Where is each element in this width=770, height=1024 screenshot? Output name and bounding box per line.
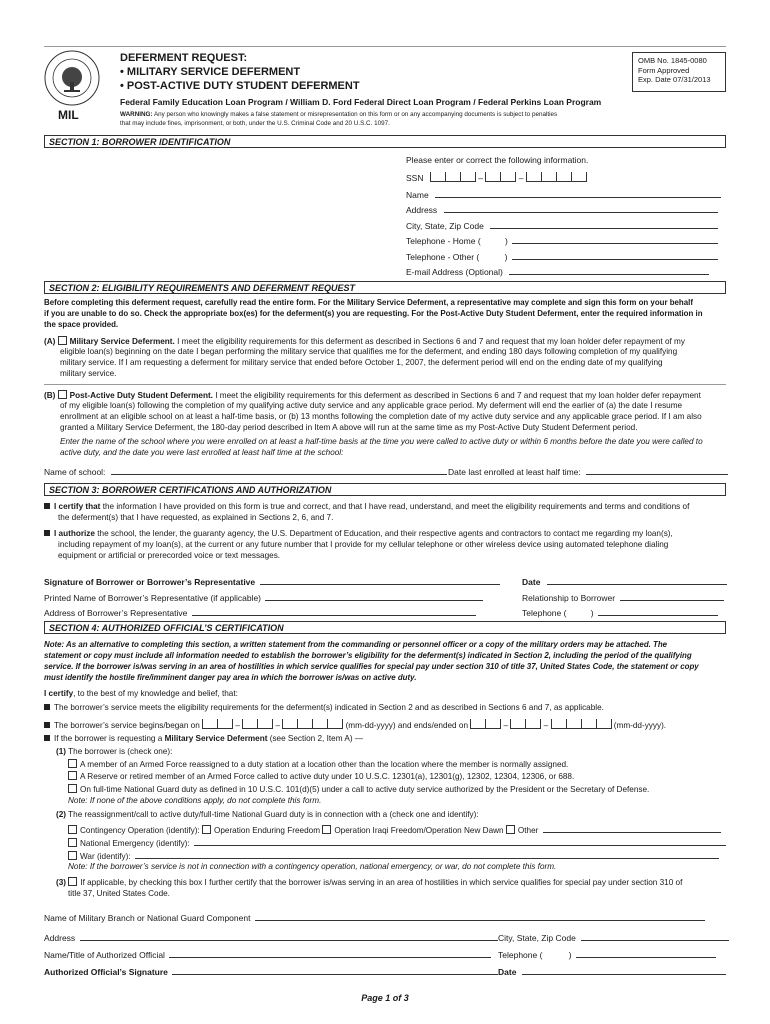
- war-input[interactable]: [135, 849, 719, 859]
- section2-intro3: the space provided.: [44, 320, 119, 329]
- borrower-date-label: Date: [522, 577, 541, 587]
- bullet-1: [44, 703, 604, 714]
- email-label: E-mail Address (Optional): [406, 267, 503, 277]
- rep-telephone-label: Telephone (: [522, 608, 567, 618]
- relationship-input[interactable]: [620, 591, 724, 601]
- authorize-bold: I authorize: [54, 529, 95, 538]
- option-b-title: Post-Active Duty Student Deferment.: [69, 391, 213, 400]
- date-digit[interactable]: [525, 719, 541, 729]
- official-address-input[interactable]: [80, 931, 498, 941]
- ssn-digit[interactable]: [500, 172, 516, 182]
- official-title-label: Name/Title of Authorized Official: [44, 950, 165, 960]
- relationship-field[interactable]: [522, 591, 724, 604]
- form-code: MIL: [58, 108, 79, 122]
- section4-note3: service. If the borrower is/was serving in an area of hostilities in which service qualifies for special pay under section 310 of title 37, United States Code, the statement or copy: [44, 662, 699, 671]
- option-a-text2: eligible loan(s) beginning on the date I began performing the military service that qualifies me for the deferment, and ending 180 days following completion of my qualifying: [60, 347, 678, 356]
- date-digit[interactable]: [217, 719, 233, 729]
- divider: [44, 384, 726, 385]
- option-a-label: (A): [44, 337, 56, 346]
- phone-other-field[interactable]: Telephone - Other ( ): [406, 250, 718, 263]
- official-title-field[interactable]: [44, 948, 491, 961]
- ssn-digit[interactable]: [485, 172, 500, 182]
- phone-home-field[interactable]: Telephone - Home ( ): [406, 234, 718, 247]
- section2-intro1: Before completing this deferment request, carefully read the entire form. For the Military Service Deferment, a representative may complete and sign this form on your behalf: [44, 298, 693, 307]
- date-digit[interactable]: [566, 719, 581, 729]
- borrower-signature-label: Signature of Borrower or Borrower’s Representative: [44, 577, 256, 587]
- enduring-freedom-label: Operation Enduring Freedom: [213, 826, 321, 835]
- borrower-date-input[interactable]: [547, 575, 727, 585]
- q2-num: (2): [56, 810, 67, 819]
- bullet: [44, 722, 50, 728]
- bullet: [44, 735, 50, 741]
- bullet-3-a: If the borrower is requesting a: [54, 734, 163, 743]
- option-a[interactable]: [44, 336, 685, 348]
- i-certify-bold: I certify: [44, 689, 74, 698]
- title-line2: • MILITARY SERVICE DEFERMENT: [120, 66, 301, 78]
- omb-approved: Form Approved: [638, 65, 690, 75]
- date-digit[interactable]: [470, 719, 485, 729]
- date-digit[interactable]: [312, 719, 327, 729]
- branch-label: Name of Military Branch or National Guard Component: [44, 913, 251, 923]
- phone-other-input[interactable]: [512, 250, 718, 260]
- bullet-3: [44, 734, 363, 745]
- bullet-3-bold: Military Service Deferment: [164, 734, 268, 743]
- phone-home-input[interactable]: [512, 234, 718, 244]
- last-enrolled-label: Date last enrolled at least half time:: [448, 467, 581, 477]
- city-input[interactable]: [490, 219, 718, 229]
- authorize-text: [44, 529, 673, 540]
- official-title-input[interactable]: [169, 948, 491, 958]
- option-b-text1: I meet the eligibility requirements for this deferment as described in Sections 6 and 7 and request that my loan holder defer repayment: [215, 391, 701, 400]
- official-city-input[interactable]: [581, 931, 729, 941]
- q2-text: The reassignment/call to active duty/full-time National Guard duty is in connection with a (check one and identify):: [68, 810, 479, 819]
- school-name-input[interactable]: [111, 465, 447, 475]
- title-line3: • POST-ACTIVE DUTY STUDENT DEFERMENT: [120, 80, 360, 92]
- option-a-text3: military service. If I am requesting a deferment for military service that ended before October 1, 2007, the deferment period will end on the ending date of my qualifying: [60, 358, 663, 367]
- date-digit[interactable]: [202, 719, 217, 729]
- post-active-checkbox[interactable]: [58, 390, 67, 399]
- official-date-input[interactable]: [522, 965, 726, 975]
- omb-exp-date: Exp. Date 07/31/2013: [638, 75, 711, 84]
- bullet: [44, 704, 50, 710]
- address-field[interactable]: [406, 203, 718, 216]
- school-name-label: Name of school:: [44, 467, 106, 477]
- option-a-text4: military service.: [60, 369, 117, 378]
- i-certify: [44, 689, 238, 700]
- q2: [56, 810, 479, 821]
- certify-text: [44, 502, 689, 513]
- official-signature-input[interactable]: [172, 965, 498, 975]
- official-telephone-close: ): [568, 950, 572, 960]
- authorize-text2: including repayment of my loan(s), at the current or any future number that I provide for my cellular telephone or other wireless device using automated telephone dialing: [58, 540, 669, 549]
- option-b-text2: of my eligible loan(s) following the completion of my qualifying active duty service and any applicable grace period. My deferment will end the earlier of (a) the date I resume: [60, 401, 683, 410]
- q1-option1[interactable]: [68, 759, 568, 771]
- top-rule: [44, 46, 726, 47]
- iraqi-freedom-label: Operation Iraqi Freedom/Operation New Dawn: [334, 826, 504, 835]
- bullet: [44, 530, 50, 536]
- section4-note1: Note: As an alternative to completing this section, a written statement from the commanding or personnel officer or a copy of the military orders may be attached. The: [44, 640, 668, 649]
- phone-other-label: Telephone - Other (: [406, 252, 480, 262]
- section4-note4: must identify the hostile fire/imminent danger pay area in which the borrower is/was on active duty.: [44, 673, 417, 682]
- military-service-checkbox[interactable]: [58, 336, 67, 345]
- national-emergency-label: National Emergency (identify):: [80, 839, 190, 848]
- option-b-instr1: Enter the name of the school where you were enrolled on at least a half-time basis at the time you were called to active duty or within 6 months before the date you were called to: [60, 437, 703, 446]
- contingency-label: Contingency Operation (identify):: [80, 826, 200, 835]
- q1-num: (1): [56, 747, 67, 756]
- q2-option1[interactable]: [68, 823, 721, 837]
- name-label: Name: [406, 190, 429, 200]
- ssn-digit[interactable]: [430, 172, 445, 182]
- service-begins-label: The borrower’s service begins/began on: [54, 721, 200, 730]
- official-city-field[interactable]: [498, 931, 729, 944]
- other-input[interactable]: [543, 823, 721, 833]
- section3-header: SECTION 3: BORROWER CERTIFICATIONS AND AUTHORIZATION: [44, 483, 726, 496]
- date-digit[interactable]: [596, 719, 612, 729]
- bullet-1-text: The borrower’s service meets the eligibility requirements for the deferment(s) indicated in Section 2 and as described in Sections 6 and 7, as applicable.: [54, 703, 604, 712]
- option-b[interactable]: [44, 390, 701, 402]
- date-digit[interactable]: [485, 719, 501, 729]
- rep-telephone-field[interactable]: [522, 606, 718, 619]
- title-line1: DEFERMENT REQUEST:: [120, 52, 248, 64]
- date-digit[interactable]: [551, 719, 566, 729]
- service-dates[interactable]: The borrower’s service begins/began on – – (mm-dd-yyyy) and ends/ended on – – (mm-dd-yyyy).: [44, 719, 666, 732]
- official-date-field[interactable]: [498, 965, 726, 978]
- option-a-text1: I meet the eligibility requirements for this deferment as described in Sections 6 and 7 and request that my loan holder defer repayment of my: [177, 337, 685, 346]
- certify-text1: the information I have provided on this form is true and correct, and that I have read, understand, and meet the eligibility requirements and terms and conditions of: [102, 502, 690, 511]
- q2-option3[interactable]: [68, 849, 719, 863]
- rep-address-label: Address of Borrower’s Representative: [44, 608, 188, 618]
- page-number: Page 1 of 3: [361, 993, 409, 1003]
- ssn-digit[interactable]: [526, 172, 541, 182]
- omb-number: OMB No. 1845-0080: [638, 56, 707, 65]
- official-signature-field[interactable]: [44, 965, 498, 978]
- section4-note2: statement or copy must include all information needed to establish the borrower’s eligibility for the deferment(s) indicated in Section 2, including the period of the qualifying: [44, 651, 692, 660]
- official-signature-label: Authorized Official’s Signature: [44, 967, 168, 977]
- authorize-text1: the school, the lender, the guaranty agency, the U.S. Department of Education, and their respective agents and contractors to contact me regarding my loan(s),: [97, 529, 673, 538]
- section2-intro2: if you are unable to do so. Check the appropriate box(es) for the deferment(s) you are requesting. For the Post-Active Duty Student Deferment, enter the required information in: [44, 309, 703, 318]
- borrower-signature-field[interactable]: [44, 575, 500, 588]
- school-name-field[interactable]: [44, 465, 447, 478]
- q1-note: Note: If none of the above conditions apply, do not complete this form.: [68, 796, 322, 805]
- rep-address-field[interactable]: [44, 606, 476, 619]
- q1-option3[interactable]: [68, 784, 649, 796]
- warning-text1: Any person who knowingly makes a false statement or misrepresentation on this form or on any accompanying documents is subject to penalties: [153, 111, 558, 118]
- bullet: [44, 503, 50, 509]
- certify-text2: the deferment(s) that I have requested, as explained in Sections 2, 6, and 7.: [58, 513, 334, 522]
- email-input[interactable]: [509, 265, 709, 275]
- date-digit[interactable]: [297, 719, 312, 729]
- other-checkbox[interactable]: [506, 825, 515, 834]
- ssn-digit[interactable]: [571, 172, 587, 182]
- program-line: Federal Family Education Loan Program / William D. Ford Federal Direct Loan Program / Federal Perkins Loan Program: [120, 97, 602, 107]
- omb-box: [632, 52, 726, 92]
- official-address-label: Address: [44, 933, 76, 943]
- official-date-label: Date: [498, 967, 517, 977]
- date-digit[interactable]: [581, 719, 596, 729]
- q1-option2[interactable]: [68, 771, 574, 783]
- phone-home-label: Telephone - Home (: [406, 236, 481, 246]
- i-certify-rest: , to the best of my knowledge and belief, that:: [73, 689, 238, 698]
- name-input[interactable]: [435, 188, 721, 198]
- printed-name-field[interactable]: [44, 591, 483, 604]
- address-input[interactable]: [444, 203, 718, 213]
- branch-input[interactable]: [255, 911, 705, 921]
- rep-telephone-close: ): [590, 608, 594, 618]
- bullet-3-c: (see Section 2, Item A) —: [269, 734, 364, 743]
- rep-address-input[interactable]: [192, 606, 476, 616]
- q3-num: (3): [56, 878, 67, 887]
- option-b-label: (B): [44, 391, 56, 400]
- date-digit[interactable]: [242, 719, 257, 729]
- borrower-signature-input[interactable]: [260, 575, 500, 585]
- q1-option3-checkbox[interactable]: [68, 784, 77, 793]
- warning-text2: that may include fines, imprisonment, or both, under the U.S. Criminal Code and 20 U.S.C. 1097.: [120, 120, 390, 127]
- war-label: War (identify):: [80, 852, 131, 861]
- city-field[interactable]: [406, 219, 718, 232]
- borrower-date-field[interactable]: [522, 575, 727, 588]
- q1-text: The borrower is (check one):: [68, 747, 173, 756]
- national-emergency-input[interactable]: [194, 836, 726, 846]
- printed-name-label: Printed Name of Borrower’s Representative (if applicable): [44, 593, 262, 603]
- official-city-label: City, State, Zip Code: [498, 933, 576, 943]
- section1-intro: Please enter or correct the following information.: [406, 155, 589, 165]
- ssn-field[interactable]: SSN – –: [406, 172, 587, 184]
- option-b-instr2: active duty, and the date you were last enrolled at least half time at the school:: [60, 448, 344, 457]
- official-telephone-input[interactable]: [576, 948, 716, 958]
- service-ends-format: (mm-dd-yyyy).: [613, 721, 667, 730]
- q2-option2[interactable]: [68, 836, 726, 850]
- branch-field[interactable]: [44, 911, 705, 924]
- date-digit[interactable]: [282, 719, 297, 729]
- ssn-label: SSN: [406, 173, 424, 183]
- hostilities-checkbox[interactable]: [68, 877, 77, 886]
- warning: [120, 111, 557, 119]
- national-emergency-checkbox[interactable]: [68, 838, 77, 847]
- authorize-text3: equipment or artificial or prerecorded voice or text messages.: [58, 551, 281, 560]
- section1-header: SECTION 1: BORROWER IDENTIFICATION: [44, 135, 726, 148]
- contingency-checkbox[interactable]: [68, 825, 77, 834]
- city-label: City, State, Zip Code: [406, 221, 484, 231]
- option-b-text3: enrollment at an eligible school on at least a half-time basis, or (b) 13 months following the completion date of my active duty service and any applicable grace period. If I am also: [60, 412, 702, 421]
- department-seal: [44, 50, 100, 106]
- q1-option2-text: A Reserve or retired member of an Armed Force called to active duty under 10 U.S.C. 12301(a), 12301(g), 12302, 12304, 12306, or 688.: [80, 772, 575, 781]
- ssn-digit[interactable]: [445, 172, 460, 182]
- enduring-freedom-checkbox[interactable]: [202, 825, 211, 834]
- section2-header: SECTION 2: ELIGIBILITY REQUIREMENTS AND DEFERMENT REQUEST: [44, 281, 726, 294]
- date-digit[interactable]: [510, 719, 525, 729]
- name-field[interactable]: [406, 188, 721, 201]
- q1: [56, 747, 172, 758]
- war-checkbox[interactable]: [68, 851, 77, 860]
- ssn-digit[interactable]: [460, 172, 476, 182]
- q3-text2: title 37, United States Code.: [68, 889, 170, 898]
- official-address-field[interactable]: [44, 931, 498, 944]
- warning-label: WARNING:: [120, 111, 153, 118]
- date-digit[interactable]: [257, 719, 273, 729]
- ssn-digit[interactable]: [541, 172, 556, 182]
- certify-bold: I certify that: [54, 502, 101, 511]
- relationship-label: Relationship to Borrower: [522, 593, 616, 603]
- q1-option1-text: A member of an Armed Force reassigned to a duty station at a location other than the location where the member is normally assigned.: [80, 760, 569, 769]
- iraqi-freedom-checkbox[interactable]: [322, 825, 331, 834]
- last-enrolled-field[interactable]: [448, 465, 728, 478]
- email-field[interactable]: [406, 265, 709, 278]
- address-label: Address: [406, 205, 438, 215]
- q1-option2-checkbox[interactable]: [68, 771, 77, 780]
- q3-text1: If applicable, by checking this box I further certify that the borrower is/was serving in an area of hostilities in which service qualifies for special pay under section 310 of: [80, 878, 683, 887]
- printed-name-input[interactable]: [265, 591, 483, 601]
- ssn-digit[interactable]: [556, 172, 571, 182]
- q1-option1-checkbox[interactable]: [68, 759, 77, 768]
- q1-option3-text: On full-time National Guard duty as defined in 10 U.S.C. 101(d)(5) under a call to active duty service authorized by the President or the Secretary of Defense.: [80, 785, 650, 794]
- last-enrolled-input[interactable]: [586, 465, 728, 475]
- official-telephone-label: Telephone (: [498, 950, 543, 960]
- other-label: Other: [517, 826, 539, 835]
- rep-telephone-input[interactable]: [598, 606, 718, 616]
- q3[interactable]: [56, 877, 682, 889]
- section4-header: SECTION 4: AUTHORIZED OFFICIAL’S CERTIFICATION: [44, 621, 726, 634]
- official-telephone-field[interactable]: [498, 948, 716, 961]
- date-digit[interactable]: [327, 719, 343, 729]
- option-b-text4: granted a Military Service Deferment, the 180-day period described in Item A above will run at the same time as my Post-Active Duty Student Deferment period.: [60, 423, 638, 432]
- q2-note: Note: If the borrower’s service is not in connection with a contingency operation, national emergency, or war, do not complete this form.: [68, 862, 557, 871]
- service-ends-label: (mm-dd-yyyy) and ends/ended on: [345, 721, 468, 730]
- option-a-title: Military Service Deferment.: [69, 337, 175, 346]
